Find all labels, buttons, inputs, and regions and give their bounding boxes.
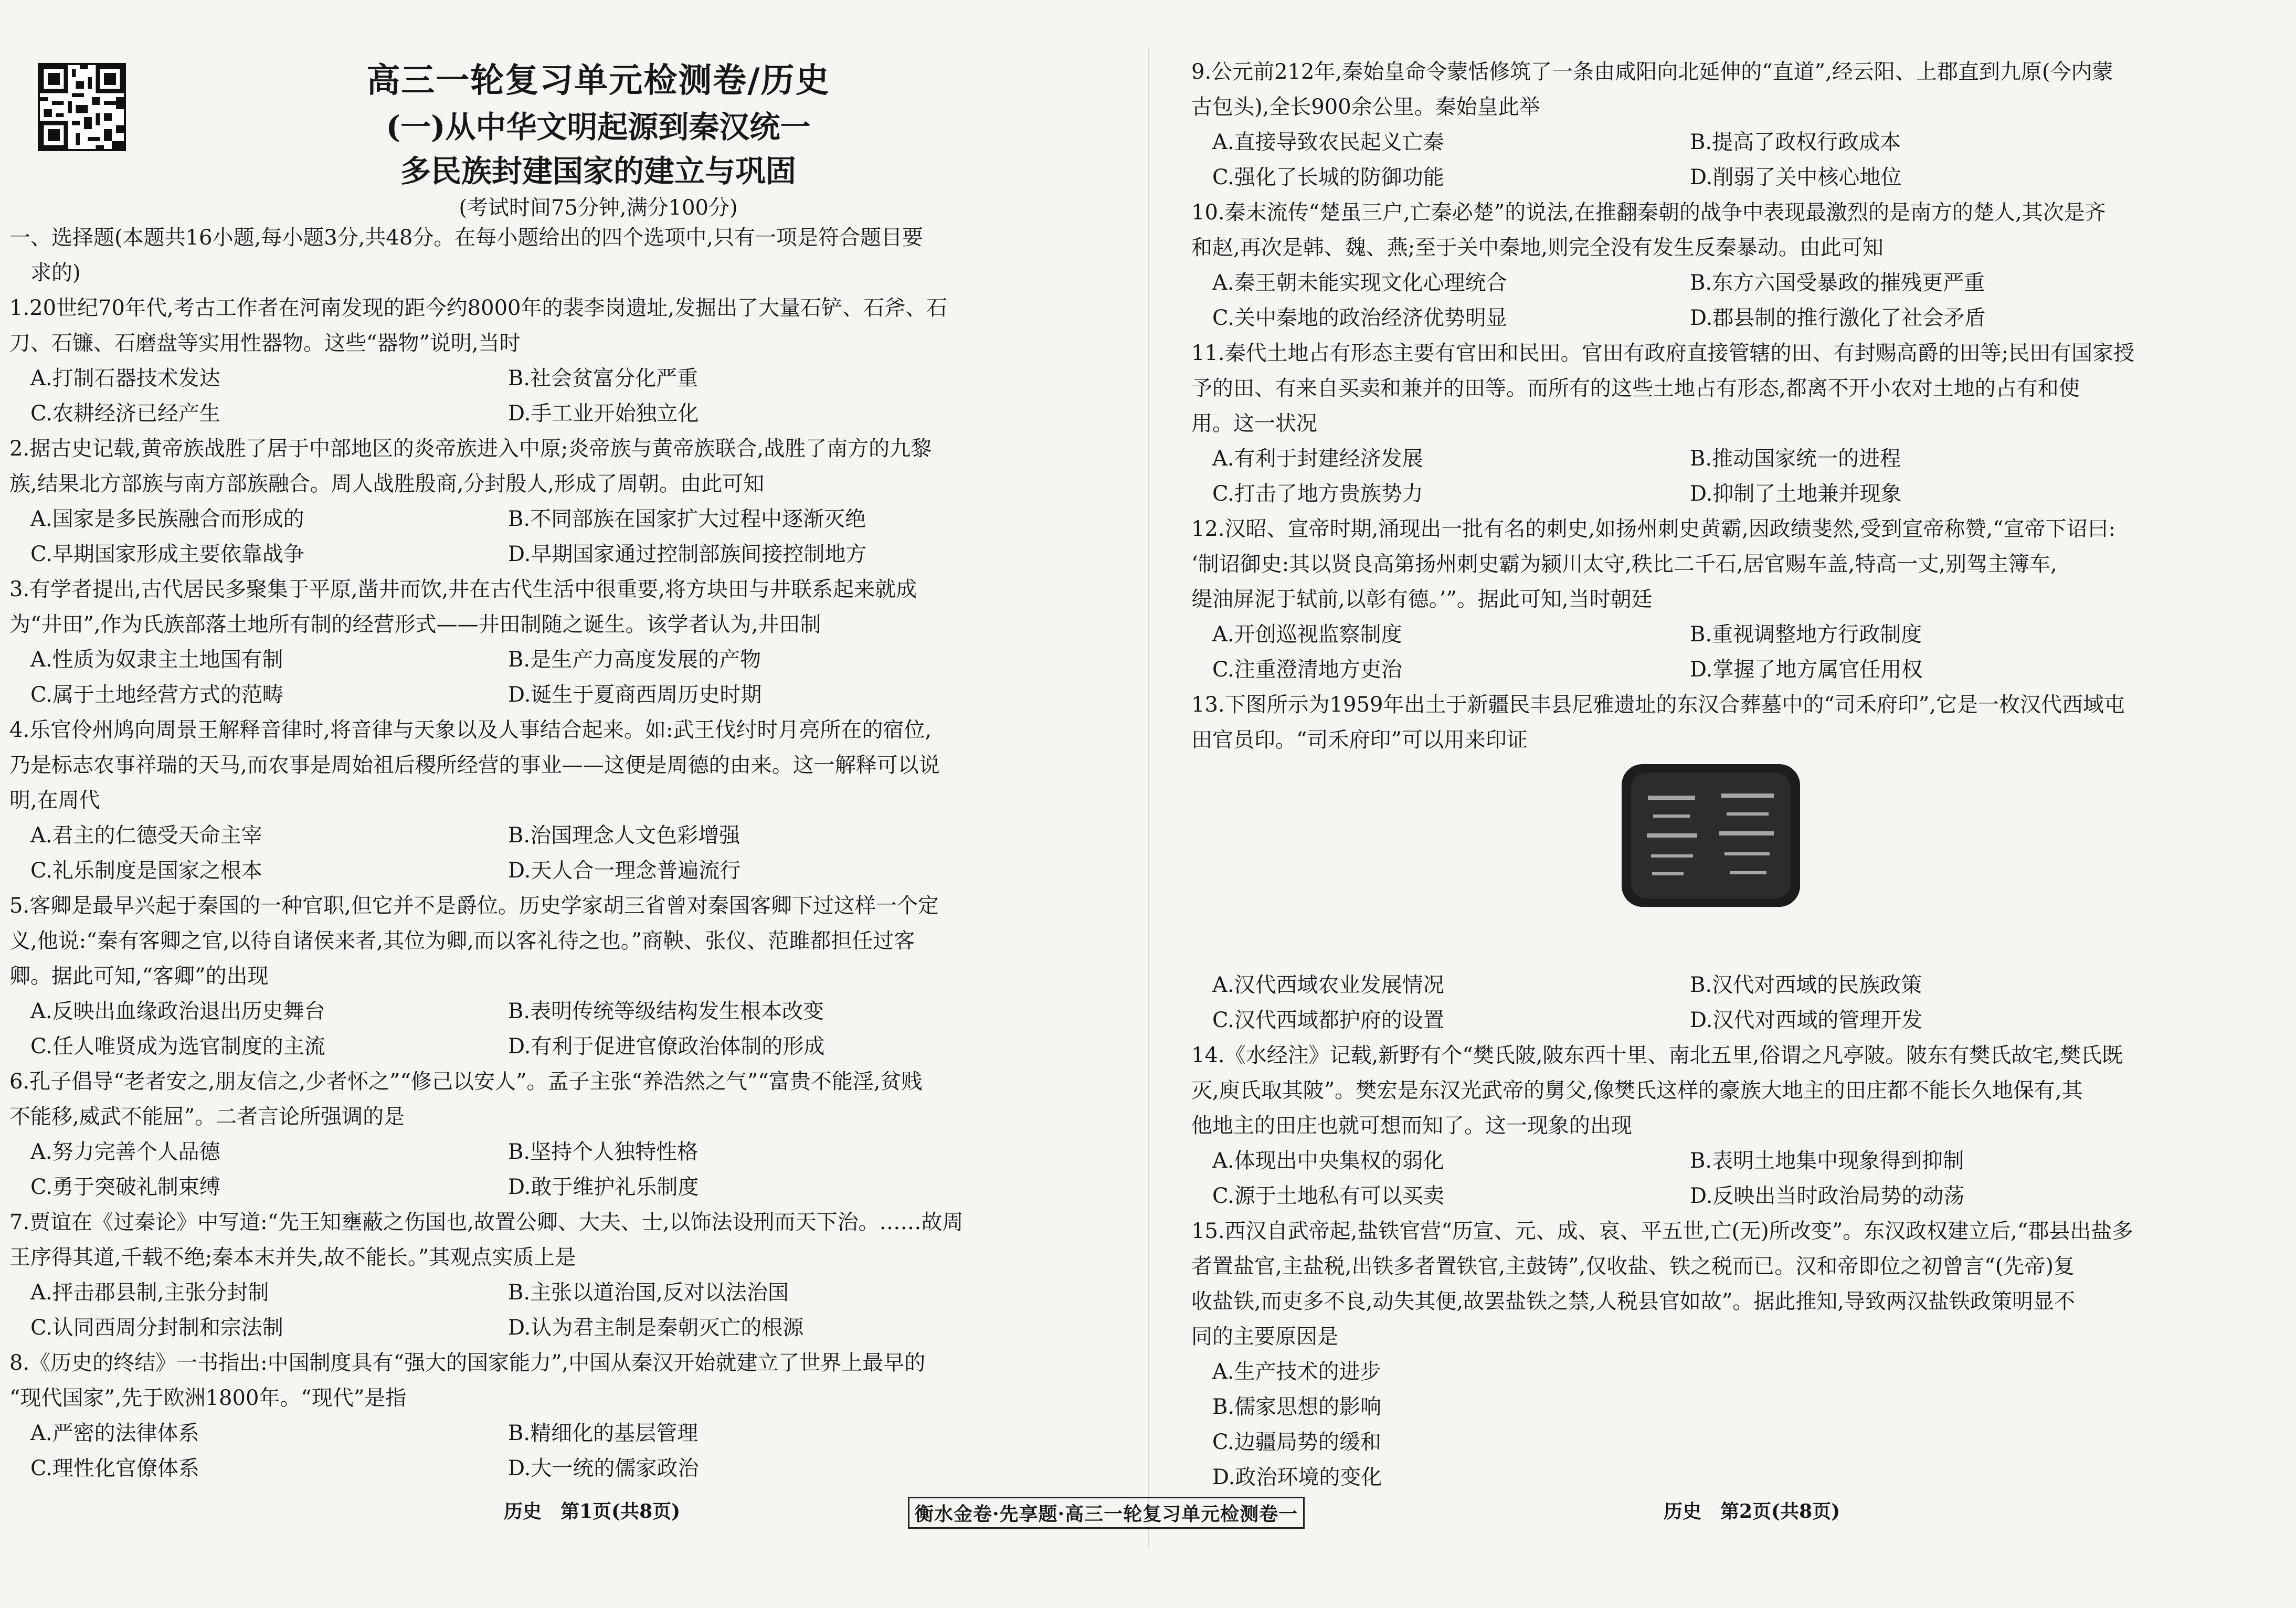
question-text-line: 11.秦代土地占有形态主要有官田和民田。官田有政府直接管辖的田、有封赐高爵的田等;民田有国家授 bbox=[1191, 341, 2135, 365]
answer-option: C.早期国家形成主要依靠战争 bbox=[30, 542, 304, 566]
question-text-line: 古包头),全长900余公里。秦始皇此举 bbox=[1191, 95, 1540, 119]
answer-option: D.有利于促进官僚政治体制的形成 bbox=[508, 1034, 825, 1059]
question-text-line: 为“井田”,作为氏族部落土地所有制的经营形式——井田制随之诞生。该学者认为,井田制 bbox=[9, 612, 821, 637]
answer-option: B.表明土地集中现象得到抑制 bbox=[1690, 1149, 1964, 1173]
answer-option: A.抨击郡县制,主张分封制 bbox=[30, 1281, 269, 1305]
exam-subtitle-2: 多民族封建国家的建立与巩固 bbox=[400, 153, 796, 189]
question-text-line: 田官员印。“司禾府印”可以用来印证 bbox=[1191, 728, 1528, 752]
answer-option: D.敢于维护礼乐制度 bbox=[508, 1175, 699, 1199]
question-list-right-a bbox=[1191, 55, 2251, 758]
answer-option: C.任人唯贤成为选官制度的主流 bbox=[30, 1034, 325, 1059]
answer-option: D.政治环境的变化 bbox=[1212, 1465, 1382, 1489]
question-text-line: 不能移,威武不能屈”。二者言论所强调的是 bbox=[9, 1105, 405, 1129]
answer-options bbox=[9, 994, 1070, 1064]
question-text-line: 同的主要原因是 bbox=[1191, 1325, 1338, 1349]
question-text-line: 1.20世纪70年代,考古工作者在河南发现的距今约8000年的裴李岗遗址,发掘出了大量石铲、石斧、石 bbox=[9, 296, 948, 320]
answer-option: D.手工业开始独立化 bbox=[508, 401, 699, 426]
seal-image-icon bbox=[1622, 764, 1800, 907]
answer-option: A.生产技术的进步 bbox=[1212, 1360, 1381, 1384]
answer-option: C.认同西周分封制和宗法制 bbox=[30, 1316, 283, 1340]
answer-option: B.提高了政权行政成本 bbox=[1690, 130, 1901, 154]
qr-code-icon bbox=[38, 63, 126, 151]
question-text-line: 义,他说:“秦有客卿之官,以待自诸侯来者,其位为卿,而以客礼待之也。”商鞅、张仪、范雎都担任过客 bbox=[9, 929, 915, 953]
answer-option: C.关中秦地的政治经济优势明显 bbox=[1212, 306, 1507, 330]
answer-option: B.社会贫富分化严重 bbox=[508, 366, 699, 390]
answer-option: D.认为君主制是秦朝灭亡的根源 bbox=[508, 1316, 804, 1340]
exam-info: (考试时间75分钟,满分100分) bbox=[459, 196, 738, 220]
answer-option: A.开创巡视监察制度 bbox=[1212, 622, 1402, 647]
answer-options bbox=[1191, 1144, 2251, 1214]
question-text-line: 和赵,再次是韩、魏、燕;至于关中秦地,则完全没有发生反秦暴动。由此可知 bbox=[1191, 236, 1884, 260]
answer-option: C.源于土地私有可以买卖 bbox=[1212, 1184, 1444, 1208]
question-text-line: 8.《历史的终结》一书指出:中国制度具有“强大的国家能力”,中国从秦汉开始就建立了世界上最早的 bbox=[9, 1351, 926, 1375]
answer-option: D.反映出当时政治局势的动荡 bbox=[1690, 1184, 1965, 1208]
left-question-7 bbox=[9, 1346, 1070, 1486]
section-title-line-1: 一、选择题(本题共16小题,每小题3分,共48分。在每小题给出的四个选项中,只有一项是符合题目要 bbox=[9, 226, 923, 250]
left-question-3 bbox=[9, 713, 1070, 888]
answer-options bbox=[1191, 617, 2251, 687]
left-question-6 bbox=[9, 1205, 1070, 1346]
question-text-line: 5.客卿是最早兴起于秦国的一种官职,但它并不是爵位。历史学家胡三省曾对秦国客卿下过这样一个定 bbox=[9, 894, 939, 918]
answer-option: C.礼乐制度是国家之根本 bbox=[30, 859, 262, 883]
left-question-0 bbox=[9, 291, 1070, 431]
answer-option: D.早期国家通过控制部族间接控制地方 bbox=[508, 542, 867, 566]
answer-option: B.表明传统等级结构发生根本改变 bbox=[508, 999, 824, 1023]
answer-option: C.注重澄清地方吏治 bbox=[1212, 658, 1402, 682]
answer-option: A.努力完善个人品德 bbox=[30, 1140, 220, 1164]
question-text-line: 14.《水经注》记载,新野有个“樊氏陂,陂东西十里、南北五里,俗谓之凡亭陂。陂东有樊氏故宅,樊氏既 bbox=[1191, 1043, 2123, 1067]
question-text-line: 卿。据此可知,“客卿”的出现 bbox=[9, 964, 269, 988]
question-text-line: 12.汉昭、宣帝时期,涌现出一批有名的刺史,如扬州刺史黄霸,因政绩斐然,受到宣帝称赞,“宣帝下诏曰: bbox=[1191, 517, 2116, 541]
answer-option: B.重视调整地方行政制度 bbox=[1690, 622, 1922, 647]
left-question-5 bbox=[9, 1064, 1070, 1205]
section-title-line-2: 求的) bbox=[30, 261, 81, 285]
right-a-question-0 bbox=[1191, 55, 2251, 195]
answer-option: D.天人合一理念普遍流行 bbox=[508, 859, 741, 883]
footer-page-1: 历史 第1页(共8页) bbox=[504, 1500, 681, 1522]
question-list-right-b bbox=[1191, 968, 2251, 1495]
question-text-line: 3.有学者提出,古代居民多聚集于平原,凿井而饮,井在古代生活中很重要,将方块田与井联系起来就成 bbox=[9, 577, 917, 601]
right-a-question-1 bbox=[1191, 195, 2251, 336]
question-text-line: 明,在周代 bbox=[9, 788, 100, 812]
question-text-line: 10.秦末流传“楚虽三户,亡秦必楚”的说法,在推翻秦朝的战争中表现最激烈的是南方的楚人,其次是齐 bbox=[1191, 200, 2106, 225]
question-text-line: 他地主的田庄也就可想而知了。这一现象的出现 bbox=[1191, 1114, 1632, 1138]
question-text-line: 予的田、有来自买卖和兼并的田等。而所有的这些土地占有形态,都离不开小农对土地的占有和使 bbox=[1191, 376, 2080, 400]
answer-option: A.君主的仁德受天命主宰 bbox=[30, 823, 262, 848]
answer-option: A.汉代西域农业发展情况 bbox=[1212, 973, 1444, 997]
question-text-line: 王序得其道,千载不绝;秦本末并失,故不能长。”其观点实质上是 bbox=[9, 1245, 576, 1270]
question-text-line: 4.乐官伶州鸠向周景王解释音律时,将音律与天象以及人事结合起来。如:武王伐纣时月亮所在的宿位, bbox=[9, 718, 932, 742]
answer-option: B.东方六国受暴政的摧残更严重 bbox=[1690, 271, 1985, 295]
right-a-question-2 bbox=[1191, 336, 2251, 512]
question-text-line: 13.下图所示为1959年出土于新疆民丰县尼雅遗址的东汉合葬墓中的“司禾府印”,它是一枚汉代西域屯 bbox=[1191, 693, 2125, 717]
answer-option: A.秦王朝未能实现文化心理统合 bbox=[1212, 271, 1507, 295]
left-question-4 bbox=[9, 888, 1070, 1064]
footer-page-2: 历史 第2页(共8页) bbox=[1664, 1500, 1840, 1522]
question-text-line: 用。这一状况 bbox=[1191, 411, 1317, 436]
left-question-2 bbox=[9, 572, 1070, 713]
answer-option: A.性质为奴隶主土地国有制 bbox=[30, 648, 283, 672]
answer-options bbox=[1191, 266, 2251, 336]
answer-option: A.国家是多民族融合而形成的 bbox=[30, 507, 304, 531]
answer-options bbox=[1191, 968, 2251, 1038]
answer-option: C.边疆局势的缓和 bbox=[1212, 1430, 1381, 1454]
question-text-line: 者置盐官,主盐税,出铁多者置铁官,主鼓铸”,仅收盐、铁之税而已。汉和帝即位之初曾言“(先帝)复 bbox=[1191, 1254, 2075, 1278]
answer-option: B.主张以道治国,反对以法治国 bbox=[508, 1281, 789, 1305]
answer-option: C.属于土地经营方式的范畴 bbox=[30, 683, 283, 707]
right-a-question-4 bbox=[1191, 687, 2251, 758]
left-question-1 bbox=[9, 431, 1070, 572]
answer-option: A.体现出中央集权的弱化 bbox=[1212, 1149, 1444, 1173]
exam-title: 高三一轮复习单元检测卷/历史 bbox=[366, 61, 830, 100]
answer-option: B.治国理念人文色彩增强 bbox=[508, 823, 740, 848]
answer-options bbox=[9, 1135, 1070, 1205]
question-text-line: 15.西汉自武帝起,盐铁官营“历宣、元、成、哀、平五世,亡(无)所改变”。东汉政权建立后,“郡县出盐多 bbox=[1191, 1219, 2133, 1243]
answer-options bbox=[9, 1416, 1070, 1486]
question-text-line: 族,结果北方部族与南方部族融合。周人战胜殷商,分封殷人,形成了周朝。由此可知 bbox=[9, 472, 765, 496]
answer-option: A.严密的法律体系 bbox=[30, 1421, 199, 1445]
answer-options bbox=[9, 361, 1070, 431]
right-b-question-1 bbox=[1191, 1038, 2251, 1214]
answer-option: C.勇于突破礼制束缚 bbox=[30, 1175, 220, 1199]
answer-option: B.坚持个人独特性格 bbox=[508, 1140, 699, 1164]
question-text-line: 刀、石镰、石磨盘等实用性器物。这些“器物”说明,当时 bbox=[9, 331, 521, 355]
answer-option: D.削弱了关中核心地位 bbox=[1690, 165, 1902, 189]
exam-subtitle-1: (一)从中华文明起源到秦汉统一 bbox=[386, 109, 811, 145]
answer-option: C.强化了长城的防御功能 bbox=[1212, 165, 1444, 189]
answer-option: D.汉代对西域的管理开发 bbox=[1690, 1008, 1923, 1032]
question-list-left bbox=[9, 291, 1070, 1486]
question-text-line: “现代国家”,先于欧洲1800年。“现代”是指 bbox=[9, 1386, 407, 1410]
answer-option: B.精细化的基层管理 bbox=[508, 1421, 699, 1445]
answer-option: B.推动国家统一的进程 bbox=[1690, 447, 1901, 471]
question-text-line: 7.贾谊在《过秦论》中写道:“先王知壅蔽之伤国也,故置公卿、大夫、士,以饰法设刑而天下治。……故周 bbox=[9, 1210, 964, 1234]
answer-option: D.郡县制的推行激化了社会矛盾 bbox=[1690, 306, 1986, 330]
answer-option: D.诞生于夏商西周历史时期 bbox=[508, 683, 762, 707]
answer-options bbox=[9, 818, 1070, 888]
exam-header bbox=[220, 57, 976, 223]
right-a-question-3 bbox=[1191, 512, 2251, 687]
answer-options bbox=[9, 642, 1070, 713]
answer-option: C.理性化官僚体系 bbox=[30, 1456, 199, 1480]
answer-option: A.直接导致农民起义亡秦 bbox=[1212, 130, 1444, 154]
left-questions bbox=[9, 220, 1070, 1486]
answer-option: B.是生产力高度发展的产物 bbox=[508, 648, 761, 672]
answer-option: D.掌握了地方属官任用权 bbox=[1690, 658, 1923, 682]
answer-option: B.汉代对西域的民族政策 bbox=[1690, 973, 1922, 997]
answer-options bbox=[9, 502, 1070, 572]
answer-option: D.抑制了土地兼并现象 bbox=[1690, 482, 1902, 506]
answer-option: B.不同部族在国家扩大过程中逐渐灭绝 bbox=[508, 507, 866, 531]
answer-option: C.汉代西域都护府的设置 bbox=[1212, 1008, 1444, 1032]
question-text-line: 乃是标志农事祥瑞的天马,而农事是周始祖后稷所经营的事业——这便是周德的由来。这一解释可以说 bbox=[9, 753, 940, 777]
question-text-line: 9.公元前212年,秦始皇命令蒙恬修筑了一条由咸阳向北延伸的“直道”,经云阳、上郡直到九原(今内蒙 bbox=[1191, 60, 2113, 84]
answer-options bbox=[1191, 441, 2251, 512]
question-text-line: 灭,庾氏取其陂”。樊宏是东汉光武帝的舅父,像樊氏这样的豪族大地主的田庄都不能长久地保有,其 bbox=[1191, 1078, 2083, 1103]
question-text-line: 6.孔子倡导“老者安之,朋友信之,少者怀之”“修己以安人”。孟子主张“养浩然之气”“富贵不能淫,贫贱 bbox=[9, 1070, 923, 1094]
answer-option: D.大一统的儒家政治 bbox=[508, 1456, 699, 1480]
answer-option: A.打制石器技术发达 bbox=[30, 366, 220, 390]
right-b-question-2 bbox=[1191, 1214, 2251, 1495]
answer-option: C.打击了地方贵族势力 bbox=[1212, 482, 1423, 506]
question-text-line: ‘制诏御史:其以贤良高第扬州刺史霸为颍川太守,秩比二千石,居官赐车盖,特高一丈,别驾主簿车, bbox=[1191, 552, 2057, 576]
answer-option: A.反映出血缘政治退出历史舞台 bbox=[30, 999, 325, 1023]
question-text-line: 2.据古史记载,黄帝族战胜了居于中部地区的炎帝族进入中原;炎帝族与黄帝族联合,战胜了南方的九黎 bbox=[9, 437, 932, 461]
answer-options bbox=[9, 1275, 1070, 1346]
right-b-question-0 bbox=[1191, 968, 2251, 1038]
answer-options bbox=[1191, 125, 2251, 195]
answer-option: C.农耕经济已经产生 bbox=[30, 401, 220, 426]
answer-option: A.有利于封建经济发展 bbox=[1212, 447, 1423, 471]
answer-option: B.儒家思想的影响 bbox=[1212, 1395, 1382, 1419]
question-text-line: 缇油屏泥于轼前,以彰有德。’”。据此可知,当时朝廷 bbox=[1191, 587, 1653, 611]
question-text-line: 收盐铁,而吏多不良,动失其便,故罢盐铁之禁,人税县官如故”。据此推知,导致两汉盐铁政策明显不 bbox=[1191, 1289, 2076, 1314]
footer-series-label: 衡水金卷·先享题·高三一轮复习单元检测卷一 bbox=[908, 1497, 1305, 1529]
